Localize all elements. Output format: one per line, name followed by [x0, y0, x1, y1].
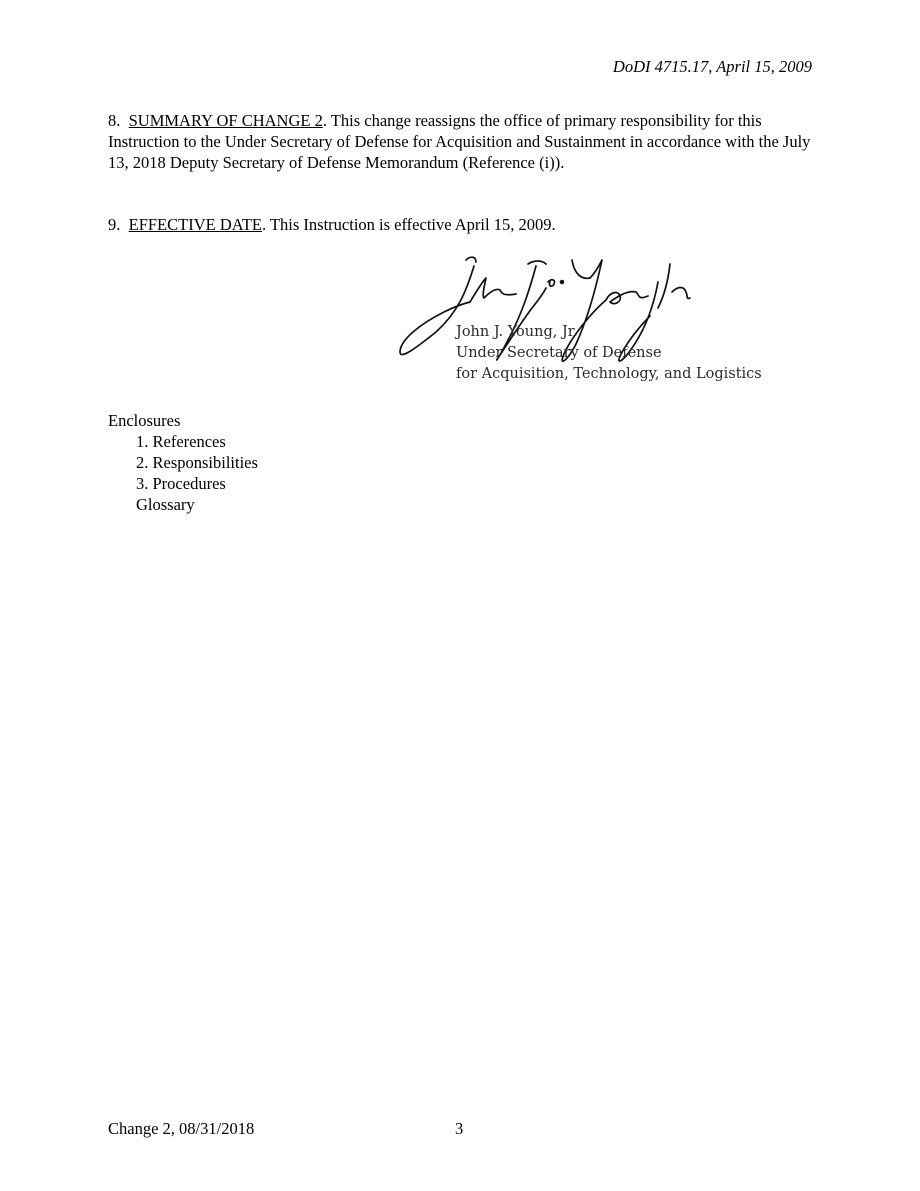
- enclosure-item: 3. Procedures: [136, 474, 226, 493]
- page-number: 3: [455, 1119, 464, 1138]
- enclosure-item: 2. Responsibilities: [136, 453, 258, 472]
- enclosures-list: [108, 431, 258, 515]
- signer-name: John J. Young, Jr.: [456, 324, 578, 340]
- document-reference: DoDI 4715.17, April 15, 2009: [612, 57, 812, 76]
- enclosure-item: Glossary: [136, 495, 195, 514]
- enclosures-section: [108, 410, 258, 515]
- signer-title-line-2: for Acquisition, Technology, and Logistics: [456, 366, 762, 382]
- section-heading: SUMMARY OF CHANGE 2: [128, 111, 323, 130]
- section-number: 9.: [108, 215, 121, 234]
- section-text: . This change reassigns the office of primary responsibility for this Instruction to the Under Secretary of Defense for Acquisition and Sustainment in accordance with the July 13, 2018 Deputy Secretary of Defense Memorandum (Reference (i)).: [108, 111, 811, 172]
- section-text: . This Instruction is effective April 15, 2009.: [262, 215, 556, 234]
- enclosures-heading: Enclosures: [108, 411, 181, 430]
- section-heading: EFFECTIVE DATE: [128, 215, 262, 234]
- signer-title-line-1: Under Secretary of Defense: [456, 345, 662, 361]
- footer-change-notice: Change 2, 08/31/2018: [108, 1119, 255, 1138]
- signer-info: [456, 322, 762, 385]
- enclosure-item: 1. References: [136, 432, 226, 451]
- effective-date-section: [108, 214, 820, 235]
- summary-of-change-section: [108, 110, 820, 173]
- signature-block: [396, 252, 796, 392]
- section-number: 8.: [108, 111, 121, 130]
